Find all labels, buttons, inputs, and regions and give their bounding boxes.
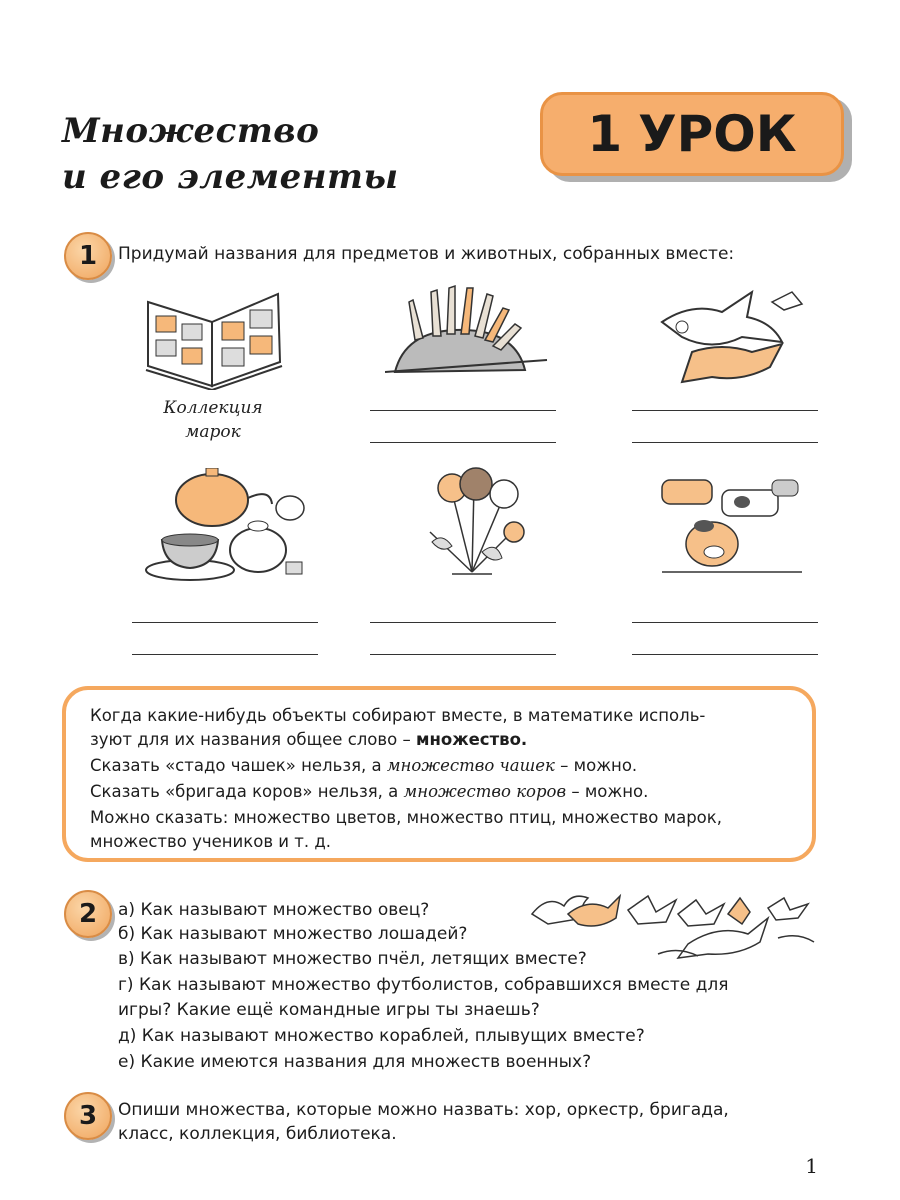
pencils-picture bbox=[385, 280, 550, 380]
task-3-line-1: Опиши множества, которые можно назвать: хор, оркестр, бригада, bbox=[118, 1100, 729, 1120]
answer-line[interactable] bbox=[132, 622, 318, 623]
answer-line[interactable] bbox=[632, 654, 818, 655]
task-2-question-e: д) Как называют множество кораблей, плывущих вместе? bbox=[118, 1026, 645, 1046]
title-line-1: Множество bbox=[62, 111, 320, 151]
example-caption bbox=[148, 396, 278, 444]
herd-of-cows-picture bbox=[652, 466, 812, 578]
example-caption-line-2: марок bbox=[185, 422, 241, 442]
lesson-label: УРОК bbox=[638, 105, 797, 163]
lesson-title bbox=[62, 108, 399, 200]
flying-animals-picture bbox=[528, 884, 818, 968]
definition-line-1: Когда какие-нибудь объекты собирают вместе, в математике исполь- bbox=[90, 706, 706, 725]
answer-line[interactable] bbox=[370, 442, 556, 443]
bouquet-picture bbox=[412, 462, 532, 580]
definition-line-3: Сказать «стадо чашек» нельзя, а множество чашек – можно. bbox=[90, 756, 638, 775]
definition-line-5: Можно сказать: множество цветов, множество птиц, множество марок, bbox=[90, 808, 722, 827]
flock-of-birds-picture bbox=[652, 282, 812, 392]
example-caption-line-1: Коллекция bbox=[163, 398, 263, 418]
task-2-question-c: в) Как называют множество пчёл, летящих вместе? bbox=[118, 949, 587, 969]
page-number: 1 bbox=[805, 1154, 818, 1178]
definition-line-4: Сказать «бригада коров» нельзя, а множество коров – можно. bbox=[90, 782, 649, 801]
task-1-prompt: Придумай названия для предметов и животных, собранных вместе: bbox=[118, 244, 735, 264]
answer-line[interactable] bbox=[632, 410, 818, 411]
answer-line[interactable] bbox=[370, 410, 556, 411]
definition-box bbox=[62, 686, 816, 862]
title-line-2: и его элементы bbox=[62, 157, 399, 197]
task-2-question-f: е) Какие имеются названия для множеств военных? bbox=[118, 1052, 592, 1072]
task-2-question-b: б) Как называют множество лошадей? bbox=[118, 924, 468, 944]
lesson-badge bbox=[540, 92, 844, 176]
answer-line[interactable] bbox=[132, 654, 318, 655]
task-1-number: 1 bbox=[64, 232, 112, 280]
keyword-set: множество. bbox=[415, 730, 528, 749]
task-2-question-a: а) Как называют множество овец? bbox=[118, 900, 430, 920]
task-2-question-d: г) Как называют множество футболистов, собравшихся вместе для bbox=[118, 975, 729, 995]
stamp-album-picture bbox=[140, 282, 290, 390]
lesson-number: 1 bbox=[587, 105, 623, 163]
task-3-number: 3 bbox=[64, 1092, 112, 1140]
answer-line[interactable] bbox=[370, 654, 556, 655]
task-2-number: 2 bbox=[64, 890, 112, 938]
definition-line-6: множество учеников и т. д. bbox=[90, 832, 332, 851]
answer-line[interactable] bbox=[632, 442, 818, 443]
answer-line[interactable] bbox=[370, 622, 556, 623]
tea-set-picture bbox=[140, 468, 310, 584]
task-3-line-2: класс, коллекция, библиотека. bbox=[118, 1124, 397, 1144]
answer-line[interactable] bbox=[632, 622, 818, 623]
task-2-question-d-cont: игры? Какие ещё командные игры ты знаешь? bbox=[118, 1000, 540, 1020]
definition-line-2: зуют для их названия общее слово – множество. bbox=[90, 730, 528, 749]
